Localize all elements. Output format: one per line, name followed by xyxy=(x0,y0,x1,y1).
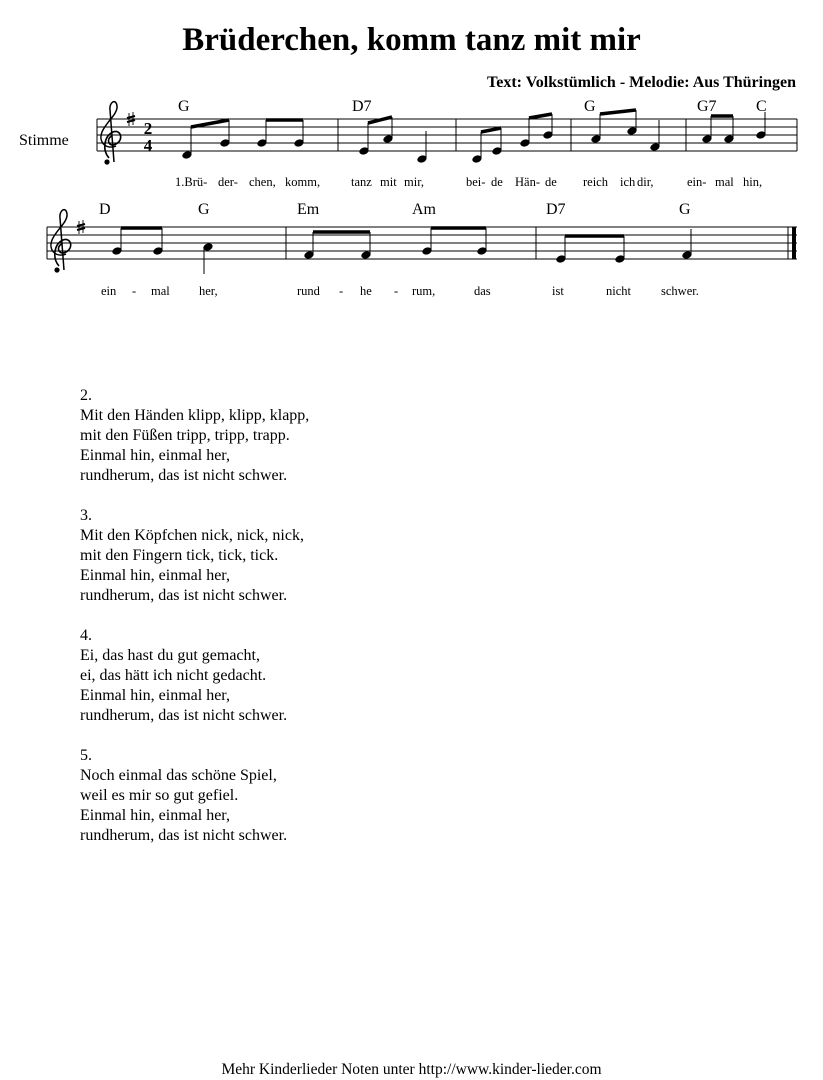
staff-system-1 xyxy=(97,102,797,165)
chord-symbol: Am xyxy=(412,201,436,218)
verse-line: weil es mir so gut gefiel. xyxy=(80,787,239,804)
verses xyxy=(80,386,309,866)
lyric-syllable: mal xyxy=(151,284,170,298)
lyric-syllable: mit xyxy=(380,175,397,189)
chord-symbol: G xyxy=(679,201,691,218)
lyric-syllable: schwer. xyxy=(661,284,699,298)
chord-symbol: Em xyxy=(297,201,320,218)
chord-symbol: G xyxy=(584,98,596,115)
lyric-syllable: rund xyxy=(297,284,320,298)
beam xyxy=(191,120,229,127)
lyric-syllable: tanz xyxy=(351,175,372,189)
verse-line: ei, das hätt ich nicht gedacht. xyxy=(80,667,267,684)
treble-clef-icon xyxy=(101,102,121,165)
chord-symbol: G xyxy=(178,98,190,115)
beam xyxy=(529,114,552,118)
lyric-syllable: - xyxy=(132,284,137,298)
lyric-syllable: - xyxy=(394,284,399,298)
measure-4 xyxy=(590,110,660,152)
chord-symbol: G7 xyxy=(697,98,717,115)
lyric-syllable: dir, xyxy=(637,175,654,189)
lyric-syllable: bei- xyxy=(466,175,486,189)
lyric-syllable: - xyxy=(339,284,344,298)
staff-system-2 xyxy=(47,210,797,274)
verse-line: Einmal hin, einmal her, xyxy=(80,687,230,704)
verse-number: 4. xyxy=(80,627,92,644)
measure-5 xyxy=(701,112,766,144)
lyric-syllable: komm, xyxy=(285,175,321,189)
verse-line: Einmal hin, einmal her, xyxy=(80,447,230,464)
verse-line: Ei, das hast du gut gemacht, xyxy=(80,647,260,664)
verse-line: Mit den Köpfchen nick, nick, nick, xyxy=(80,527,304,544)
chord-symbol: D xyxy=(99,201,111,218)
verse-5 xyxy=(80,746,309,846)
credits: Text: Volkstümlich - Melodie: Aus Thüringen xyxy=(487,74,796,91)
lyric-syllable: das xyxy=(474,284,491,298)
treble-clef-icon xyxy=(51,210,71,273)
verse-line: rundherum, das ist nicht schwer. xyxy=(80,707,288,724)
verse-number: 3. xyxy=(80,507,92,524)
lyric-syllable: der- xyxy=(218,175,238,189)
lyric-syllable: de xyxy=(545,175,557,189)
lyric-syllable: hin, xyxy=(743,175,763,189)
lyric-syllable: chen, xyxy=(249,175,276,189)
footer-text: Mehr Kinderlieder Noten unter http://www.kinder-lieder.com xyxy=(221,1061,602,1078)
lyric-syllable: ich xyxy=(620,175,636,189)
measure-2 xyxy=(358,117,427,164)
verse-line: Einmal hin, einmal her, xyxy=(80,567,230,584)
verse-line: Mit den Händen klipp, klipp, klapp, xyxy=(80,407,310,424)
verse-3 xyxy=(80,506,309,606)
verse-line: rundherum, das ist nicht schwer. xyxy=(80,587,288,604)
time-signature-bottom: 4 xyxy=(143,136,153,155)
chord-symbol: D7 xyxy=(352,98,372,115)
beam xyxy=(481,128,501,132)
lyric-syllable: rum, xyxy=(412,284,436,298)
lyric-syllable: ein- xyxy=(687,175,707,189)
verse-line: Noch einmal das schöne Spiel, xyxy=(80,767,277,784)
verse-line: mit den Fingern tick, tick, tick. xyxy=(80,547,279,564)
chord-symbol: C xyxy=(756,98,767,115)
verse-4 xyxy=(80,626,309,726)
verse-number: 5. xyxy=(80,747,92,764)
lyric-syllable: mal xyxy=(715,175,734,189)
sheet-music xyxy=(0,0,823,320)
beam xyxy=(368,117,392,123)
lyric-syllable: Hän- xyxy=(515,175,540,189)
chord-symbol: D7 xyxy=(546,201,566,218)
lyric-syllable: reich xyxy=(583,175,608,189)
verse-line: rundherum, das ist nicht schwer. xyxy=(80,467,288,484)
beam xyxy=(600,110,636,114)
verse-number: 2. xyxy=(80,387,92,404)
song-title: Brüderchen, komm tanz mit mir xyxy=(182,22,641,58)
measure-3 xyxy=(471,114,553,164)
verse-line: Einmal hin, einmal her, xyxy=(80,807,230,824)
chord-symbol: G xyxy=(198,201,210,218)
verse-2 xyxy=(80,386,309,486)
measure-1 xyxy=(181,120,304,160)
final-barline xyxy=(792,227,796,259)
verse-line: rundherum, das ist nicht schwer. xyxy=(80,827,288,844)
lyric-syllable: ein xyxy=(101,284,117,298)
lyric-syllable: ist xyxy=(552,284,564,298)
lyric-syllable: 1.Brü- xyxy=(175,175,208,189)
instrument-label: Stimme xyxy=(19,132,69,149)
time-signature-top: 2 xyxy=(143,119,153,138)
lyric-syllable: mir, xyxy=(404,175,424,189)
measure-7 xyxy=(303,228,487,260)
lyric-syllable: de xyxy=(491,175,503,189)
lyric-syllable: nicht xyxy=(606,284,631,298)
verse-line: mit den Füßen tripp, tripp, trapp. xyxy=(80,427,290,444)
lyric-syllable: he xyxy=(360,284,372,298)
lyric-syllable: her, xyxy=(199,284,218,298)
